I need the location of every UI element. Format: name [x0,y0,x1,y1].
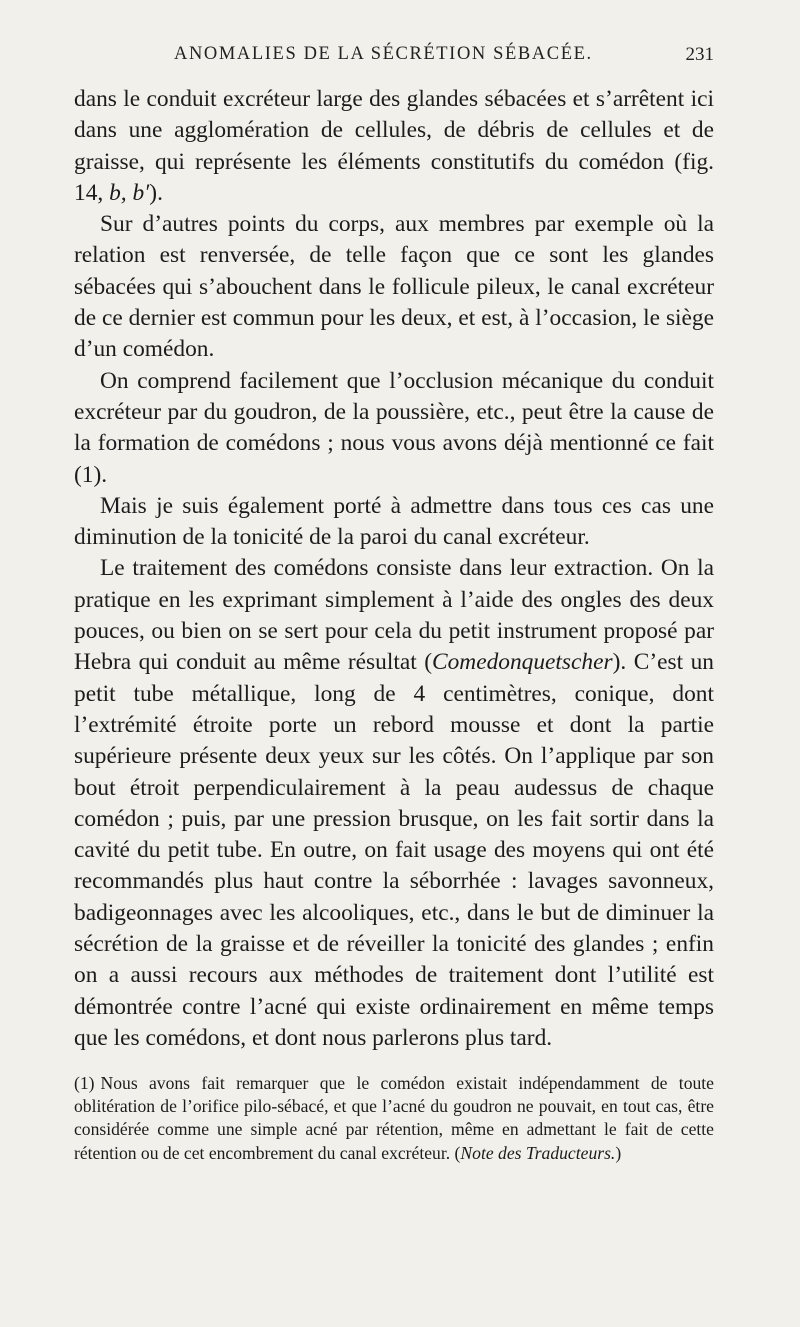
main-text [74,84,714,1054]
paragraph-2: Sur d’autres points du corps, aux membres par exemple où la relation est renversée, de telle façon que ce sont les glandes sébacées qui s’abouchent dans le follicule pileux, le canal excréteur de ce dernier est commun pour les deux, et est, à l’occasion, le siège d’un comédon. [74,211,714,363]
footnote-close: ) [615,1142,622,1163]
footnote-signature: Note des Traducteurs. [460,1142,616,1163]
paragraph-1-text: dans le conduit excréteur large des glandes sébacées et s’arrêtent ici dans une agglomération de cellules, de débris de cellules et de graisse, qui représente les éléments constitutifs du comédon (fig. 14, [74,86,714,206]
footnote-marker: (1) [74,1073,95,1093]
paragraph-4: Mais je suis également porté à admettre dans tous ces cas une diminution de la tonicité de la paroi du canal excréteur. [74,492,714,551]
footnote-1 [74,1072,714,1165]
instrument-name-italic: Comedonquetscher [432,649,613,676]
paragraph-5-text-b: ). C’est un petit tube métallique, long de 4 centimètres, conique, dont l’extrémité étroite porte un rebord mousse et dont la partie supérieure présente deux yeux sur les côtés. On l’applique par son bout étroit perpendiculairement à la peau audessus de chaque comédon ; puis, par une pression brusque, on les fait sortir dans la cavité du petit tube. En outre, on fait usage des moyens qui ont été recommandés plus haut contre la séborrhée : lavages savonneux, badigeonnages avec les alcooliques, etc., dans le but de diminuer la sécrétion de la graisse et de réveiller la tonicité des glandes ; enfin on a aussi recours aux méthodes de traitement dont l’utilité est démontrée contre l’acné qui existe ordinairement en même temps que les comédons, et dont nous parlerons plus tard. [74,649,714,1051]
page-header [74,44,714,74]
figure-ref-italic: b, b′ [109,179,150,206]
page-number: 231 [685,44,714,65]
paragraph-1-close: ). [149,179,163,206]
paragraph-3: On comprend facilement que l’occlusion mécanique du conduit excréteur par du goudron, de la poussière, etc., peut être la cause de la formation de comédons ; nous vous avons déjà mentionné ce fait (1). [74,367,714,488]
running-head: ANOMALIES DE LA SÉCRÉTION SÉBACÉE. [174,44,593,64]
paragraph-5-text-a: Le traitement des comédons consiste dans leur extraction. On la pratique en les exprimant simplement à l’aide des ongles des deux pouces, ou bien on se sert pour cela du petit instrument proposé par Hebra qui conduit au même résultat ( [74,555,714,676]
footnote [74,1072,714,1165]
footnote-text: Nous avons fait remarquer que le comédon existait indépendamment de toute oblitération de l’orifice pilo-sébacé, et que l’acné du goudron ne pouvait, en tout cas, être considérée comme une simple acné par rétention, même en admettant le fait de cette rétention ou de cet encombrement du canal excréteur. ( [74,1073,714,1163]
paragraph-5 [74,553,714,1054]
paragraph-1 [74,84,714,209]
